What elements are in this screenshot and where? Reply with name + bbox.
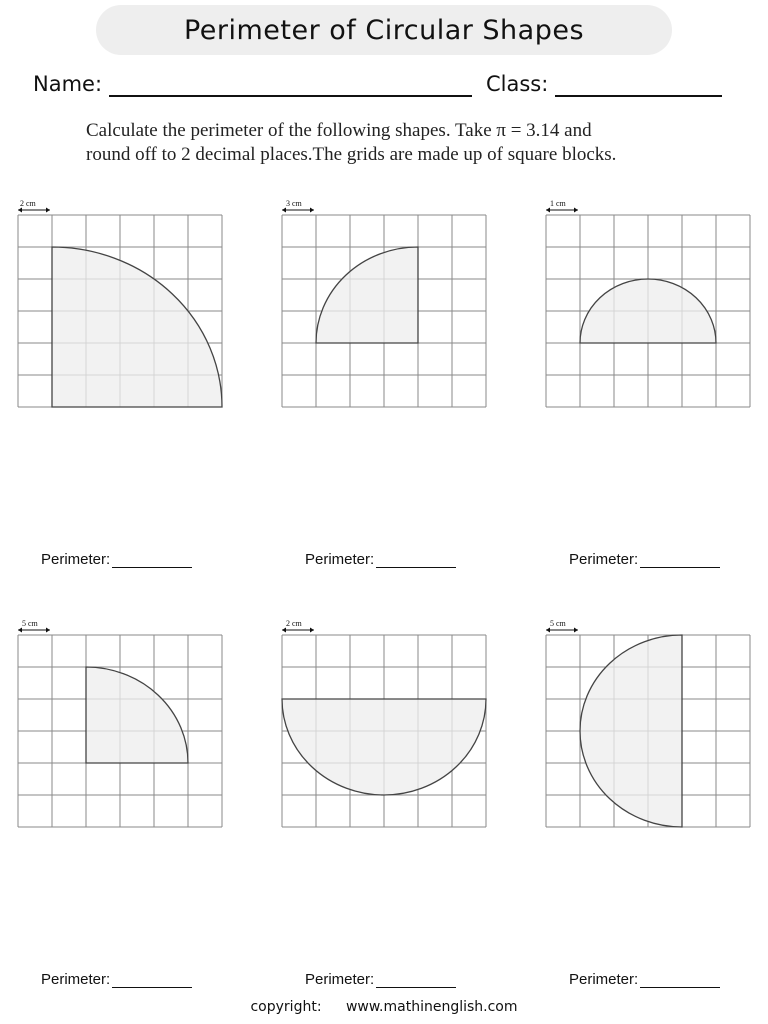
perimeter-label: Perimeter: xyxy=(305,971,375,988)
scale-marker xyxy=(282,619,314,633)
semicircle-shape xyxy=(282,699,486,795)
grid-figure xyxy=(544,196,754,412)
perimeter-label: Perimeter: xyxy=(305,551,375,568)
class-label: Class: xyxy=(486,72,549,96)
perimeter-label: Perimeter: xyxy=(41,551,111,568)
perimeter-answer-field[interactable] xyxy=(640,972,720,988)
grid-figure xyxy=(544,616,754,832)
name-field[interactable] xyxy=(109,95,472,97)
scale-marker xyxy=(282,199,314,213)
quarter-circle-shape xyxy=(52,247,222,407)
scale-marker xyxy=(18,619,50,633)
quarter-circle-shape xyxy=(86,667,188,763)
perimeter-label: Perimeter: xyxy=(41,971,111,988)
perimeter-label: Perimeter: xyxy=(569,551,639,568)
name-label: Name: xyxy=(33,72,103,96)
copyright-label: copyright: xyxy=(250,999,322,1015)
scale-marker xyxy=(18,199,50,213)
scale-label: 5 cm xyxy=(22,619,38,628)
grid-figure xyxy=(280,616,490,832)
shape-panel-4 xyxy=(16,616,226,846)
perimeter-answer-2 xyxy=(305,551,456,568)
shape-panel-6 xyxy=(544,616,754,846)
instructions-line-2: round off to 2 decimal places.The grids are made up of square blocks. xyxy=(86,144,617,165)
website-link[interactable]: www.mathinenglish.com xyxy=(345,999,518,1015)
perimeter-answer-4 xyxy=(41,971,192,988)
perimeter-answer-field[interactable] xyxy=(376,552,456,568)
perimeter-answer-field[interactable] xyxy=(112,972,192,988)
perimeter-answer-5 xyxy=(305,971,456,988)
perimeter-label: Perimeter: xyxy=(569,971,639,988)
grid-figure xyxy=(16,616,226,832)
shape-panel-5 xyxy=(280,616,490,846)
instructions xyxy=(86,119,726,167)
perimeter-answer-6 xyxy=(569,971,720,988)
scale-label: 1 cm xyxy=(550,199,566,208)
perimeter-answer-field[interactable] xyxy=(376,972,456,988)
scale-label: 5 cm xyxy=(550,619,566,628)
scale-marker xyxy=(546,619,578,633)
semicircle-shape xyxy=(580,635,682,827)
title-banner xyxy=(96,5,672,55)
perimeter-answer-field[interactable] xyxy=(640,552,720,568)
scale-label: 2 cm xyxy=(286,619,302,628)
class-field[interactable] xyxy=(555,95,722,97)
page-title: Perimeter of Circular Shapes xyxy=(183,14,585,46)
scale-label: 3 cm xyxy=(286,199,302,208)
shape-panel-1 xyxy=(16,196,226,426)
perimeter-answer-field[interactable] xyxy=(112,552,192,568)
shape-panel-2 xyxy=(280,196,490,426)
grid-figure xyxy=(280,196,490,412)
grid-figure xyxy=(16,196,226,412)
copyright-footer xyxy=(0,999,768,1015)
instructions-line-1: Calculate the perimeter of the following shapes. Take π = 3.14 and xyxy=(86,120,592,141)
shape-panel-3 xyxy=(544,196,754,426)
student-info-row xyxy=(33,68,733,102)
quarter-circle-shape xyxy=(316,247,418,343)
perimeter-answer-3 xyxy=(569,551,720,568)
semicircle-shape xyxy=(580,279,716,343)
perimeter-answer-1 xyxy=(41,551,192,568)
scale-label: 2 cm xyxy=(20,199,36,208)
scale-marker xyxy=(546,199,578,213)
